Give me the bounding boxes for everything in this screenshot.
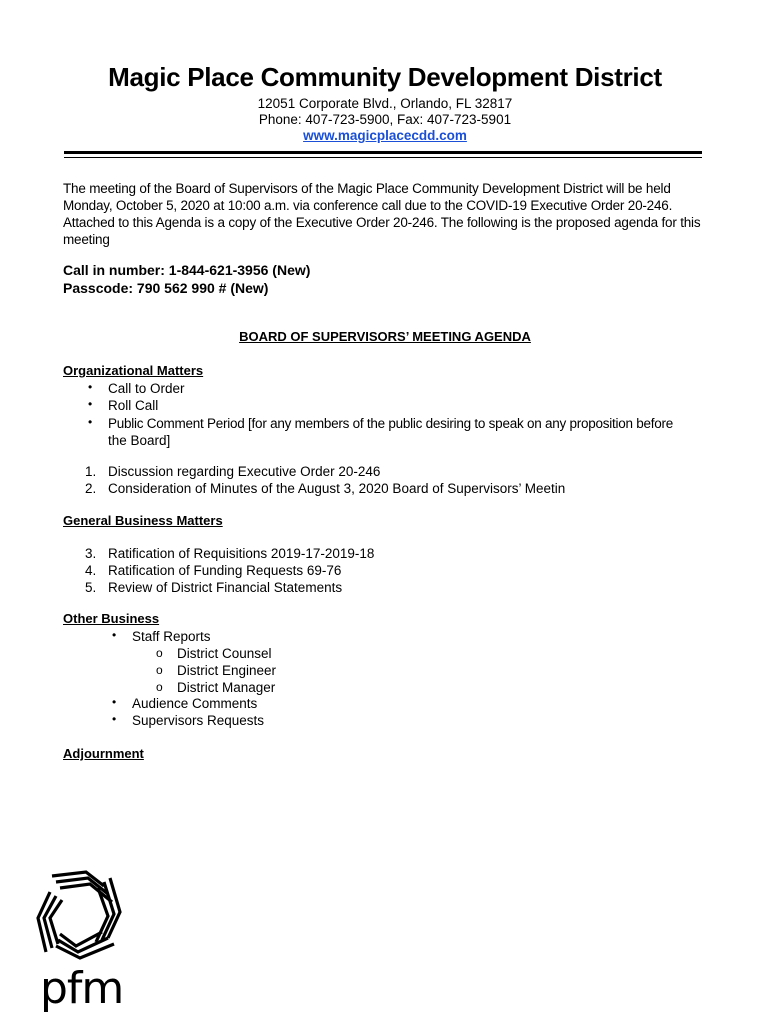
header-divider-thin xyxy=(64,157,702,158)
list-item: Review of District Financial Statements xyxy=(108,580,343,595)
list-item: Roll Call xyxy=(108,398,159,413)
item-number: 1. xyxy=(85,464,97,479)
list-item: Consideration of Minutes of the August 3, 2020 Board of Supervisors’ Meetin xyxy=(108,481,566,496)
list-item: Supervisors Requests xyxy=(132,713,265,728)
item-number: 3. xyxy=(85,546,97,561)
bullet-icon: • xyxy=(88,397,93,411)
district-website-link[interactable]: www.magicplacecdd.com xyxy=(303,128,467,143)
bullet-icon: • xyxy=(88,415,93,429)
item-number: 2. xyxy=(85,481,97,496)
bullet-icon: • xyxy=(88,380,93,394)
section-heading-adjournment: Adjournment xyxy=(63,746,144,761)
meeting-intro-paragraph: The meeting of the Board of Supervisors of the Magic Place Community Development District will be held Monday, October 5, 2020 at 10:00 a.m. via conference call due to the COVID-19 Executive Order 20-246. Attached to this Agenda is a copy of the Executive Order 20-246. The following is the proposed agenda for this meeting xyxy=(63,181,701,247)
pfm-logo-icon xyxy=(34,868,130,968)
header-divider-thick xyxy=(64,151,702,154)
list-item: Public Comment Period [for any members of the public desiring to speak on any proposition before xyxy=(108,416,674,431)
agenda-title: BOARD OF SUPERVISORS’ MEETING AGENDA xyxy=(239,329,531,344)
sub-bullet-icon: o xyxy=(156,663,163,677)
list-item-continuation: the Board] xyxy=(108,433,171,448)
list-item: Audience Comments xyxy=(132,696,258,711)
passcode: Passcode: 790 562 990 # (New) xyxy=(63,280,269,296)
list-item: Staff Reports xyxy=(132,629,211,644)
district-title: Magic Place Community Development District xyxy=(108,62,662,92)
list-item: Call to Order xyxy=(108,381,185,396)
item-number: 4. xyxy=(85,563,97,578)
section-heading-organizational: Organizational Matters xyxy=(63,363,204,378)
pfm-logo-text: pfm xyxy=(40,963,124,1014)
sub-list-item: District Counsel xyxy=(177,646,272,661)
district-address: 12051 Corporate Blvd., Orlando, FL 32817 xyxy=(257,96,513,111)
bullet-icon: • xyxy=(112,628,117,642)
list-item: Discussion regarding Executive Order 20-246 xyxy=(108,464,381,479)
call-in-number: Call in number: 1-844-621-3956 (New) xyxy=(63,262,311,278)
section-heading-general-business: General Business Matters xyxy=(63,513,223,528)
bullet-icon: • xyxy=(112,695,117,709)
bullet-icon: • xyxy=(112,712,117,726)
sub-bullet-icon: o xyxy=(156,646,163,660)
section-heading-other-business: Other Business xyxy=(63,611,160,626)
district-phone-fax: Phone: 407-723-5900, Fax: 407-723-5901 xyxy=(258,112,512,127)
list-item: Ratification of Requisitions 2019-17-2019-18 xyxy=(108,546,375,561)
sub-bullet-icon: o xyxy=(156,680,163,694)
item-number: 5. xyxy=(85,580,97,595)
list-item: Ratification of Funding Requests 69-76 xyxy=(108,563,342,578)
sub-list-item: District Engineer xyxy=(177,663,277,678)
sub-list-item: District Manager xyxy=(177,680,276,695)
